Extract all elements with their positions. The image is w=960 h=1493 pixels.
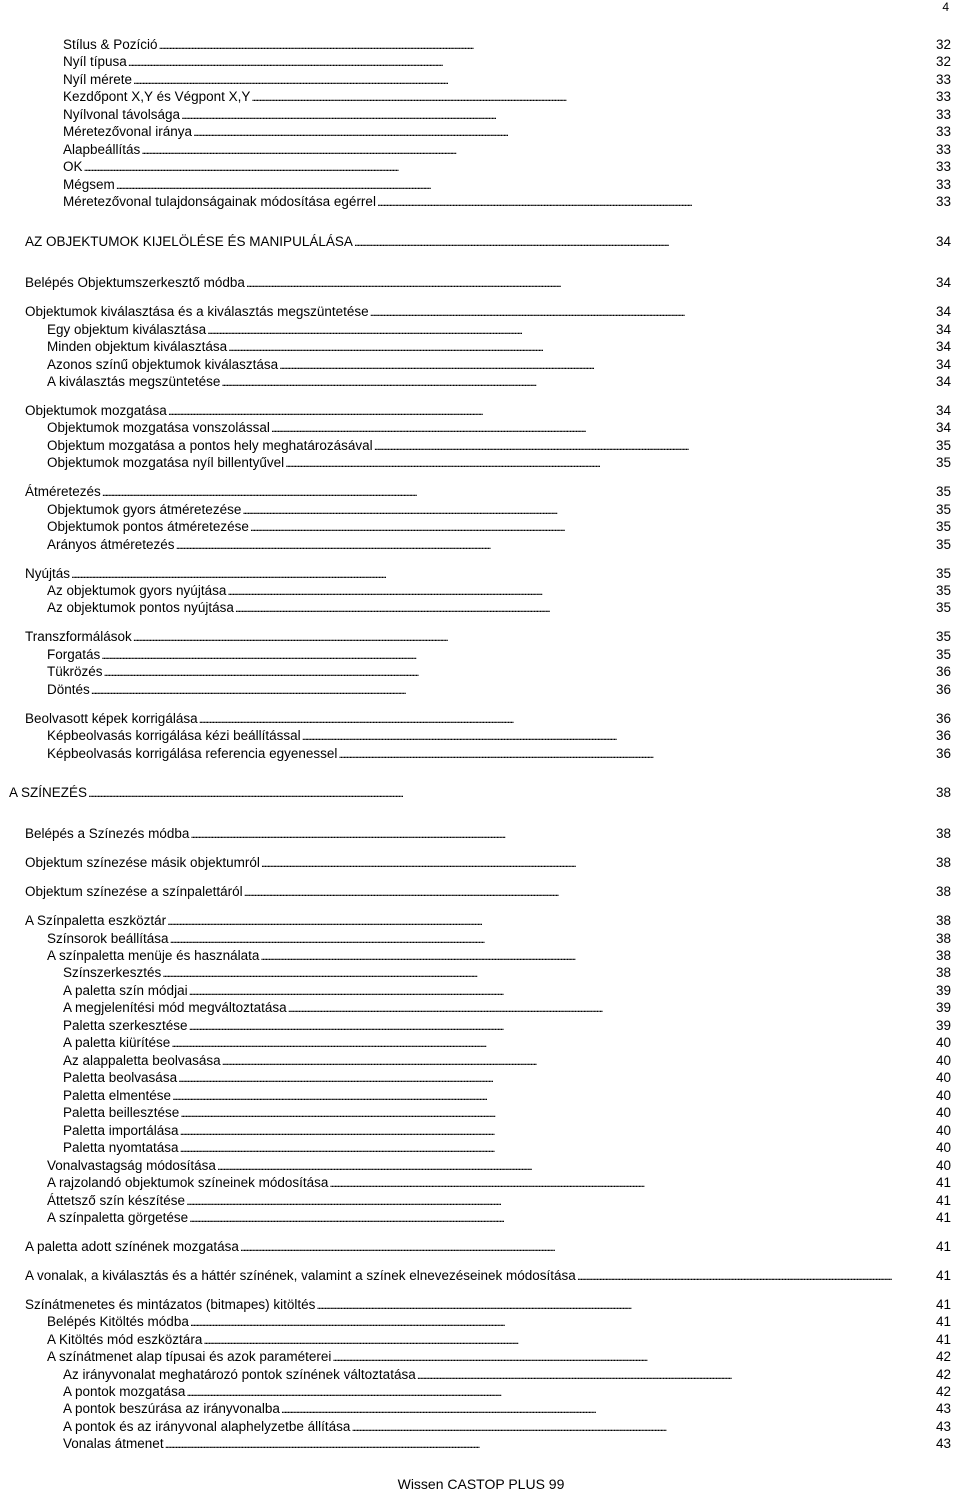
toc-dot-leader [332,1348,934,1366]
toc-entry-title: Stílus & Pozíció [63,37,158,52]
toc-dot-leader [217,1157,934,1175]
toc-dot-leader [354,233,934,251]
toc-entry-title: Paletta importálása [63,1123,179,1138]
toc-entry-title: Belépés Kitöltés módba [47,1314,189,1329]
toc-dot-leader [176,536,934,554]
toc-dot-leader [279,356,934,374]
toc-entry-page: 34 [935,304,951,319]
toc-entry-title: Beolvasott képek korrigálása [25,711,198,726]
toc-dot-leader [128,53,934,71]
toc-dot-leader [190,1313,934,1331]
toc-entry-title: Színsorok beállítása [47,931,169,946]
toc-entry[interactable] [25,912,951,929]
toc-entry-title: A paletta adott színének mozgatása [25,1239,239,1254]
toc-entry-page: 38 [935,948,951,963]
toc-dot-leader [250,518,934,536]
toc-entry-page: 36 [935,711,951,726]
toc-entry-title: A pontok mozgatása [63,1384,186,1399]
toc-entry-title: A színpaletta menüje és használata [47,948,260,963]
toc-entry-title: Belépés a Színezés módba [25,826,190,841]
toc-dot-leader [244,883,934,901]
toc-dot-leader [351,1418,934,1436]
toc-entry-page: 42 [935,1384,951,1399]
toc-entry[interactable] [63,1122,951,1139]
toc-dot-leader [186,1192,934,1210]
toc-entry[interactable] [63,106,951,123]
toc-entry[interactable] [47,1331,951,1348]
toc-entry-page: 32 [935,54,951,69]
toc-entry-title: Az alappaletta beolvasása [63,1053,221,1068]
toc-entry-page: 41 [935,1210,951,1225]
toc-entry-title: Az objektumok pontos nyújtása [47,600,234,615]
toc-entry[interactable] [47,321,951,338]
toc-entry[interactable] [25,274,951,291]
toc-entry-page: 35 [935,583,951,598]
toc-dot-leader [168,402,934,420]
toc-dot-leader [203,1331,934,1349]
toc-dot-leader [186,1383,934,1401]
toc-entry[interactable] [25,303,951,320]
toc-entry-page: 41 [935,1268,951,1283]
toc-entry-page: 33 [935,159,951,174]
toc-dot-leader [261,854,934,872]
toc-dot-leader [251,88,934,106]
toc-entry[interactable] [47,727,951,744]
toc-entry-title: Képbeolvasás korrigálása referencia egyenessel [47,746,338,761]
toc-entry-page: 38 [935,826,951,841]
toc-entry-page: 36 [935,664,951,679]
toc-entry-page: 36 [935,728,951,743]
toc-entry-title: Az objektumok gyors nyújtása [47,583,227,598]
toc-dot-leader [260,947,934,965]
toc-entry-title: Vonalvastagság módosítása [47,1158,216,1173]
toc-entry-page: 40 [935,1035,951,1050]
toc-entry[interactable] [63,88,951,105]
toc-entry-title: A paletta szín módjai [63,983,188,998]
toc-entry-page: 38 [935,913,951,928]
toc-dot-leader [133,71,934,89]
toc-dot-leader [374,437,934,455]
toc-entry-page: 35 [935,519,951,534]
toc-entry-page: 35 [935,502,951,517]
toc-entry[interactable] [47,1192,951,1209]
toc-dot-leader [133,628,934,646]
toc-dot-leader [190,825,934,843]
toc-entry-title: Nyújtás [25,566,71,581]
toc-entry-title: Méretezővonal tulajdonságainak módosítása egérrel [63,194,376,209]
toc-entry[interactable] [47,745,951,762]
toc-entry[interactable] [63,158,951,175]
toc-entry[interactable] [25,628,951,645]
toc-entry-title: A vonalak, a kiválasztás és a háttér színének, valamint a színek elnevezéseinek módosítása [25,1268,576,1283]
toc-dot-leader [180,1104,934,1122]
toc-entry-page: 42 [935,1349,951,1364]
toc-entry-title: Minden objektum kiválasztása [47,339,228,354]
toc-entry-title: OK [63,159,83,174]
toc-entry-page: 42 [935,1367,951,1382]
toc-entry[interactable] [25,565,951,582]
toc-entry[interactable] [47,582,951,599]
toc-dot-leader [180,1139,934,1157]
toc-entry-page: 34 [935,420,951,435]
toc-dot-leader [222,1052,934,1070]
toc-dot-leader [189,1017,934,1035]
toc-entry-title: A Kitöltés mód eszköztára [47,1332,203,1347]
toc-entry[interactable] [47,501,951,518]
toc-entry[interactable] [47,454,951,471]
toc-entry[interactable] [63,1418,951,1435]
toc-entry-page: 35 [935,484,951,499]
toc-entry-page: 41 [935,1314,951,1329]
toc-entry[interactable] [47,536,951,553]
toc-entry-title: Kezdőpont X,Y és Végpont X,Y [63,89,251,104]
toc-entry[interactable] [25,883,951,900]
toc-dot-leader [71,565,934,583]
toc-entry-page: 35 [935,537,951,552]
toc-entry[interactable] [63,141,951,158]
toc-entry-title: Objektumok gyors átméretezése [47,502,242,517]
toc-entry-title: A kiválasztás megszüntetése [47,374,221,389]
toc-dot-leader [338,745,934,763]
toc-entry-page: 39 [935,1018,951,1033]
toc-entry-page: 35 [935,629,951,644]
toc-dot-leader [102,483,934,501]
toc-entry-page: 33 [935,89,951,104]
toc-entry[interactable] [63,176,951,193]
toc-entry-title: Paletta elmentése [63,1088,172,1103]
toc-dot-leader [302,727,934,745]
toc-entry-title: Belépés Objektumszerkesztő módba [25,275,245,290]
toc-entry[interactable] [47,356,951,373]
toc-entry-title: A Színpaletta eszköztár [25,913,167,928]
toc-dot-leader [141,141,934,159]
toc-entry-title: Paletta beillesztése [63,1105,180,1120]
toc-dot-leader [172,1087,934,1105]
toc-entry[interactable] [63,999,951,1016]
toc-dot-leader [170,930,934,948]
toc-entry[interactable] [63,1435,951,1452]
toc-dot-leader [159,36,934,54]
toc-dot-leader [288,999,934,1017]
toc-entry-page: 35 [935,647,951,662]
toc-entry-page: 38 [935,855,951,870]
toc-entry-title: Paletta nyomtatása [63,1140,179,1155]
toc-dot-leader [316,1296,934,1314]
toc-dot-leader [88,784,934,802]
toc-entry[interactable] [63,193,951,210]
toc-entry-title: Arányos átméretezés [47,537,175,552]
toc-entry-page: 39 [935,1000,951,1015]
toc-entry[interactable] [63,1139,951,1156]
toc-entry-page: 38 [935,931,951,946]
toc-entry-page: 33 [935,72,951,87]
toc-dot-leader [189,1209,934,1227]
toc-dot-leader [242,501,934,519]
toc-entry[interactable] [63,964,951,981]
toc-entry[interactable] [47,947,951,964]
toc-entry[interactable] [47,1157,951,1174]
toc-entry-page: 41 [935,1332,951,1347]
toc-dot-leader [246,274,934,292]
toc-entry-title: A megjelenítési mód megváltoztatása [63,1000,287,1015]
toc-entry-title: Paletta beolvasása [63,1070,178,1085]
toc-entry-title: Vonalas átmenet [63,1436,164,1451]
toc-dot-leader [171,1034,934,1052]
toc-dot-leader [116,176,934,194]
toc-entry[interactable] [47,518,951,535]
toc-entry-title: Objektum mozgatása a pontos hely meghatározásával [47,438,373,453]
toc-entry-title: A SZÍNEZÉS [9,785,88,800]
toc-dot-leader [91,681,934,699]
toc-entry[interactable] [63,1069,951,1086]
toc-entry-title: Forgatás [47,647,101,662]
toc-entry[interactable] [47,681,951,698]
toc-dot-leader [377,193,934,211]
toc-entry[interactable] [25,402,951,419]
toc-entry[interactable] [47,599,951,616]
toc-entry-title: A pontok beszúrása az irányvonalba [63,1401,280,1416]
toc-entry-page: 40 [935,1070,951,1085]
toc-dot-leader [207,321,934,339]
toc-entry[interactable] [63,1034,951,1051]
toc-entry-title: Objektumok pontos átméretezése [47,519,249,534]
toc-dot-leader [181,106,934,124]
toc-entry-title: Nyíl mérete [63,72,133,87]
toc-entry-page: 36 [935,682,951,697]
toc-entry-page: 40 [935,1140,951,1155]
toc-entry[interactable] [25,854,951,871]
toc-entry-page: 41 [935,1239,951,1254]
toc-entry[interactable] [47,419,951,436]
toc-entry-page: 41 [935,1175,951,1190]
toc-entry-title: Színszerkesztés [63,965,162,980]
toc-entry[interactable] [63,982,951,999]
toc-dot-leader [228,338,934,356]
toc-entry-page: 34 [935,403,951,418]
toc-entry-page: 35 [935,438,951,453]
toc-dot-leader [104,663,934,681]
toc-entry-page: 33 [935,142,951,157]
toc-dot-leader [189,982,934,1000]
toc-dot-leader [162,964,934,982]
toc-entry-page: 43 [935,1436,951,1451]
toc-entry-title: AZ OBJEKTUMOK KIJELÖLÉSE ÉS MANIPULÁLÁSA [25,234,353,249]
toc-dot-leader [180,1122,934,1140]
toc-entry[interactable] [9,784,951,801]
toc-entry[interactable] [25,483,951,500]
toc-dot-leader [101,646,934,664]
toc-entry-page: 40 [935,1158,951,1173]
toc-entry-title: Nyíl típusa [63,54,127,69]
toc-entry-page: 34 [935,357,951,372]
toc-entry-page: 34 [935,234,951,249]
toc-dot-leader [165,1435,934,1453]
toc-entry-page: 43 [935,1419,951,1434]
toc-entry[interactable] [47,646,951,663]
toc-entry-page: 33 [935,177,951,192]
toc-entry-page: 33 [935,124,951,139]
toc-entry-page: 38 [935,884,951,899]
toc-entry-title: Objektumok mozgatása vonszolással [47,420,270,435]
toc-entry[interactable] [63,1366,951,1383]
toc-entry-title: A pontok és az irányvonal alaphelyzetbe állítása [63,1419,351,1434]
toc-entry[interactable] [47,1313,951,1330]
toc-dot-leader [240,1238,934,1256]
toc-entry-page: 34 [935,374,951,389]
page-number: 4 [942,0,949,14]
toc-entry-title: Nyílvonal távolsága [63,107,181,122]
toc-entry-page: 39 [935,983,951,998]
toc-entry-title: Objektum színezése másik objektumról [25,855,260,870]
toc-dot-leader [329,1174,934,1192]
toc-entry-page: 35 [935,455,951,470]
footer-text: Wissen CASTOP PLUS 99 [397,1476,565,1492]
toc-entry[interactable] [63,123,951,140]
toc-entry-title: Méretezővonal iránya [63,124,193,139]
toc-entry[interactable] [63,71,951,88]
toc-entry[interactable] [47,437,951,454]
toc-entry-title: Azonos színű objektumok kiválasztása [47,357,279,372]
toc-entry[interactable] [25,1296,951,1313]
toc-entry-title: Objektumok kiválasztása és a kiválasztás megszüntetése [25,304,369,319]
toc-entry[interactable] [63,1052,951,1069]
toc-entry[interactable] [25,1238,951,1255]
toc-entry-page: 41 [935,1193,951,1208]
toc-entry-title: Áttetsző szín készítése [47,1193,186,1208]
toc-dot-leader [577,1267,934,1285]
toc-entry-page: 34 [935,339,951,354]
toc-entry-page: 33 [935,194,951,209]
toc-entry-page: 38 [935,965,951,980]
toc-entry-title: Képbeolvasás korrigálása kézi beállítással [47,728,301,743]
toc-dot-leader [221,373,934,391]
toc-entry[interactable] [47,663,951,680]
toc-entry-title: Mégsem [63,177,115,192]
toc-entry-page: 34 [935,275,951,290]
toc-entry-title: Alapbeállítás [63,142,141,157]
toc-entry-page: 35 [935,566,951,581]
toc-entry[interactable] [47,1174,951,1191]
toc-entry-page: 41 [935,1297,951,1312]
toc-entry-title: A színpaletta görgetése [47,1210,189,1225]
toc-entry[interactable] [63,1400,951,1417]
toc-entry-page: 40 [935,1053,951,1068]
toc-entry[interactable] [47,373,951,390]
toc-entry-title: Objektum színezése a színpalettáról [25,884,243,899]
toc-entry-title: Objektumok mozgatása [25,403,167,418]
toc-entry[interactable] [47,1209,951,1226]
toc-entry[interactable] [63,53,951,70]
toc-dot-leader [227,582,934,600]
toc-dot-leader [370,303,934,321]
toc-dot-leader [417,1366,934,1384]
toc-entry[interactable] [47,1348,951,1365]
page-footer [0,1476,960,1493]
toc-entry[interactable] [25,1267,951,1284]
toc-entry-title: Egy objektum kiválasztása [47,322,207,337]
toc-entry[interactable] [47,338,951,355]
toc-dot-leader [271,419,934,437]
toc-dot-leader [281,1400,934,1418]
toc-entry[interactable] [25,233,951,250]
toc-entry-title: Döntés [47,682,90,697]
toc-entry-page: 40 [935,1105,951,1120]
toc-entry[interactable] [63,1104,951,1121]
toc-entry-title: Objektumok mozgatása nyíl billentyűvel [47,455,285,470]
toc-entry[interactable] [63,36,951,53]
toc-entry-page: 40 [935,1123,951,1138]
toc-entry-title: Átméretezés [25,484,101,499]
toc-entry[interactable] [25,825,951,842]
toc-dot-leader [84,158,934,176]
toc-entry[interactable] [63,1087,951,1104]
toc-entry-title: Színátmenetes és mintázatos (bitmapes) kitöltés [25,1297,316,1312]
toc-entry-title: A színátmenet alap típusai és azok paraméterei [47,1349,332,1364]
toc-entry-title: A paletta kiürítése [63,1035,171,1050]
toc-dot-leader [235,599,934,617]
toc-entry[interactable] [63,1017,951,1034]
toc-entry-page: 38 [935,785,951,800]
toc-entry[interactable] [63,1383,951,1400]
toc-entry-title: Tükrözés [47,664,103,679]
toc-entry-title: Az irányvonalat meghatározó pontok színének változtatása [63,1367,416,1382]
toc-entry-page: 36 [935,746,951,761]
toc-entry-title: Transzformálások [25,629,132,644]
toc-entry[interactable] [47,930,951,947]
toc-dot-leader [193,123,934,141]
toc-dot-leader [178,1069,934,1087]
toc-entry-page: 34 [935,322,951,337]
toc-entry-title: Paletta szerkesztése [63,1018,188,1033]
toc-entry[interactable] [25,710,951,727]
toc-dot-leader [285,454,934,472]
toc-entry-page: 32 [935,37,951,52]
toc-entry-title: A rajzolandó objektumok színeinek módosítása [47,1175,329,1190]
toc-dot-leader [167,912,934,930]
toc-dot-leader [199,710,934,728]
toc-entry-page: 40 [935,1088,951,1103]
toc-entry-page: 43 [935,1401,951,1416]
toc-entry-page: 35 [935,600,951,615]
toc-entry-page: 33 [935,107,951,122]
